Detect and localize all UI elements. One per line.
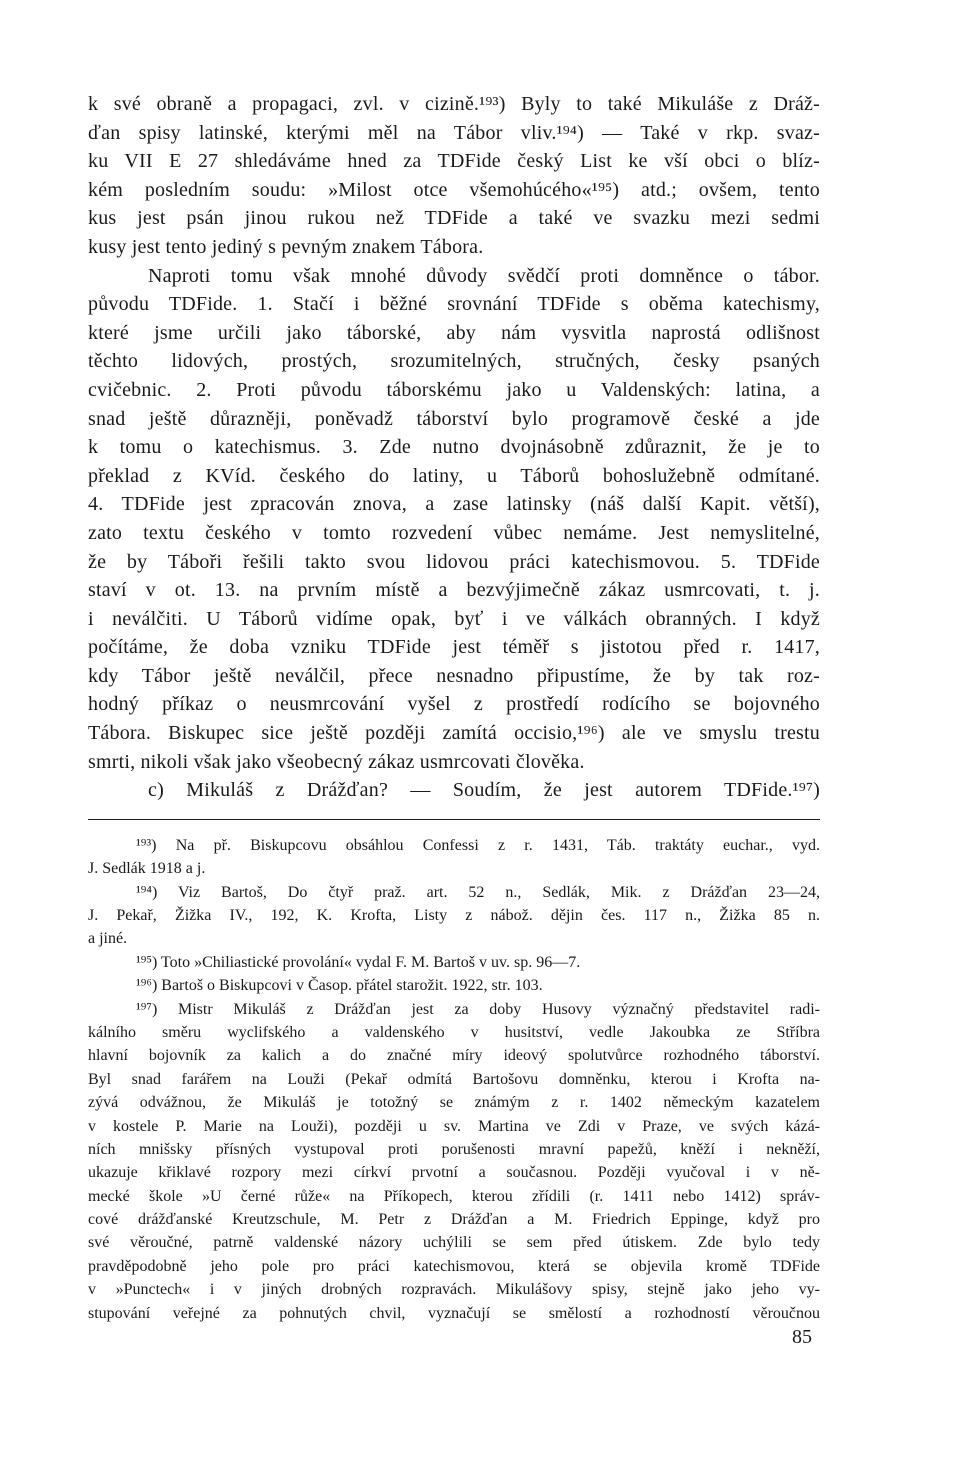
footnote-line: ¹⁹⁷) Mistr Mikuláš z Drážďan jest za doby Husovy význačný představitel radi- — [136, 1000, 820, 1018]
text-line: kém posledním soudu: »Milost otce všemohúcého«¹⁹⁵) atd.; ovšem, tento — [88, 178, 820, 201]
footnote-line: ¹⁹³) Na př. Biskupcovu obsáhlou Confessi z r. 1431, Táb. traktáty euchar., vyd. — [136, 836, 820, 854]
text-line: že by Tábořі řešili takto svou lidovou práci katechismovou. 5. TDFide — [88, 550, 820, 573]
text-line: k tomu o katechismus. 3. Zde nutno dvojnásobně zdůraznit, že je to — [88, 436, 820, 459]
text-line: počítáme, že doba vzniku TDFide jest téměř s jistotou před r. 1417, — [88, 636, 820, 659]
text-line: kusy jest tento jediný s pevným znakem Tábora. — [88, 235, 484, 258]
footnote-line: a jiné. — [88, 930, 128, 948]
footnote-rule — [88, 819, 820, 820]
text-line: c) Mikuláš z Drážďan? — Soudím, že jest autorem TDFide.¹⁹⁷) — [148, 779, 820, 802]
footnote-line: v kostele P. Marie na Louži), později u sv. Martina ve Zdi v Praze, ve svých kázá- — [88, 1117, 820, 1135]
footnote-line: své věroučné, patrně valdenské názory uchýlili se sem před útiskem. Zde bylo tedy — [88, 1234, 820, 1252]
text-line: 4. TDFide jest zpracován znova, a zase latinsky (náš další Kapit. větší), — [88, 493, 820, 516]
footnote-line: ukazuje křiklavé rozpory mezi církví prvotní a současnou. Později vyučoval i v ně- — [88, 1164, 820, 1182]
text-line: které jsme určili jako táborské, aby nám vysvitla naprostá odlišnost — [88, 321, 820, 344]
footnote-line: mecké škole »U černé růže« na Příkopech, kterou zřídili (r. 1411 nebo 1412) správ- — [88, 1187, 820, 1205]
page-number: 85 — [792, 1326, 812, 1348]
footnote-line: kálního směru wyclifského a valdenského v husitství, vedle Jakoubka ze Stříbra — [88, 1023, 820, 1041]
footnote-line: hlavní bojovník za kalich a do značné míry ideový spolutvůrce rozhodného táborství. — [88, 1047, 820, 1065]
text-line: ku VII E 27 shledáváme hned za TDFide český List ke vší obci o blíz- — [88, 150, 820, 173]
footnote-line: J. Sedlák 1918 a j. — [88, 860, 206, 878]
footnote-line: v »Punctech« i v jiných drobných rozpravách. Mikulášovy spisy, stejně jako jeho vy- — [88, 1281, 820, 1299]
text-line: i neválčiti. U Táborů vidíme opak, byť i ve válkách obranných. I když — [88, 607, 820, 630]
text-line: cvičebnic. 2. Proti původu táborskému jako u Valdenských: latina, a — [88, 378, 820, 401]
text-line: Naproti tomu však mnohé důvody svědčí proti domněnce o tábor. — [148, 264, 820, 287]
footnote-line: ¹⁹⁶) Bartoš o Biskupcovi v Časop. přátel starožit. 1922, str. 103. — [136, 977, 543, 995]
text-line: zato textu českého v tomto rozvedení vůbec nemáme. Jest nemyslitelné, — [88, 521, 820, 544]
text-line: staví v ot. 13. na prvním místě a bezvýjimečně zákaz usmrcovati, t. j. — [88, 579, 820, 602]
footnote-line: cové drážďanské Kreutzschule, M. Petr z Drážďan a M. Friedrich Eppinge, když pro — [88, 1211, 820, 1229]
text-line: smrti, nikoli však jako všeobecný zákaz usmrcovati člověka. — [88, 750, 585, 773]
footnote-line: Byl snad farářem na Louži (Pekař odmítá Bartošovu domněnku, kterou i Krofta na- — [88, 1070, 820, 1088]
text-line: kus jest psán jinou rukou než TDFide a také ve svazku mezi sedmi — [88, 207, 820, 230]
footnote-line: ních mnišsky přísných vystupoval proti porušenosti mravní papežů, kněží i nekněží, — [88, 1140, 820, 1158]
text-line: původu TDFide. 1. Stačí i běžné srovnání TDFide s oběma katechismy, — [88, 293, 820, 316]
footnotes — [88, 834, 820, 1325]
text-line: snad ještě důrazněji, poněvadž táborství bylo programově české a jde — [88, 407, 820, 430]
footnote-line: ¹⁹⁵) Toto »Chiliastické provolání« vydal F. M. Bartoš v uv. sp. 96—7. — [136, 953, 581, 971]
page-content — [88, 90, 820, 1325]
main-text — [88, 90, 820, 805]
text-line: Tábora. Biskupec sice ještě později zamítá occisio,¹⁹⁶) ale ve smyslu trestu — [88, 722, 820, 745]
text-line: těchto lidových, prostých, srozumitelných, stručných, česky psaných — [88, 350, 820, 373]
footnote-line: zývá odvážnou, že Mikuláš je totožný se známým z r. 1402 německým kazatelem — [88, 1094, 820, 1112]
footnote-line: J. Pekař, Žižka IV., 192, K. Krofta, Listy z nábož. dějin čes. 117 n., Žižka 85 n. — [88, 907, 820, 925]
text-line: ďan spisy latinské, kterými měl na Tábor vliv.¹⁹⁴) — Také v rkp. svaz- — [88, 121, 820, 144]
footnote-line: pravděpodobně jeho pole pro práci katechismovou, která se objevila kromě TDFide — [88, 1257, 820, 1275]
text-line: hodný příkaz o neusmrcování vyšel z prostředí rodícího se bojovného — [88, 693, 820, 716]
text-line: překlad z KVíd. českého do latiny, u Táborů bohoslužebně odmítané. — [88, 464, 820, 487]
text-line: k své obraně a propagaci, zvl. v cizině.¹⁹³) Byly to také Mikuláše z Dráž- — [88, 93, 820, 115]
footnote-line: stupování veřejné za pohnutých chvil, vyznačují se smělostí a rozhodností věroučnou — [88, 1304, 820, 1322]
footnote-line: ¹⁹⁴) Viz Bartoš, Do čtyř praž. art. 52 n., Sedlák, Mik. z Drážďan 23—24, — [136, 883, 820, 901]
text-line: kdy Tábor ještě neválčil, přece nesnadno připustíme, že by tak roz- — [88, 664, 820, 687]
